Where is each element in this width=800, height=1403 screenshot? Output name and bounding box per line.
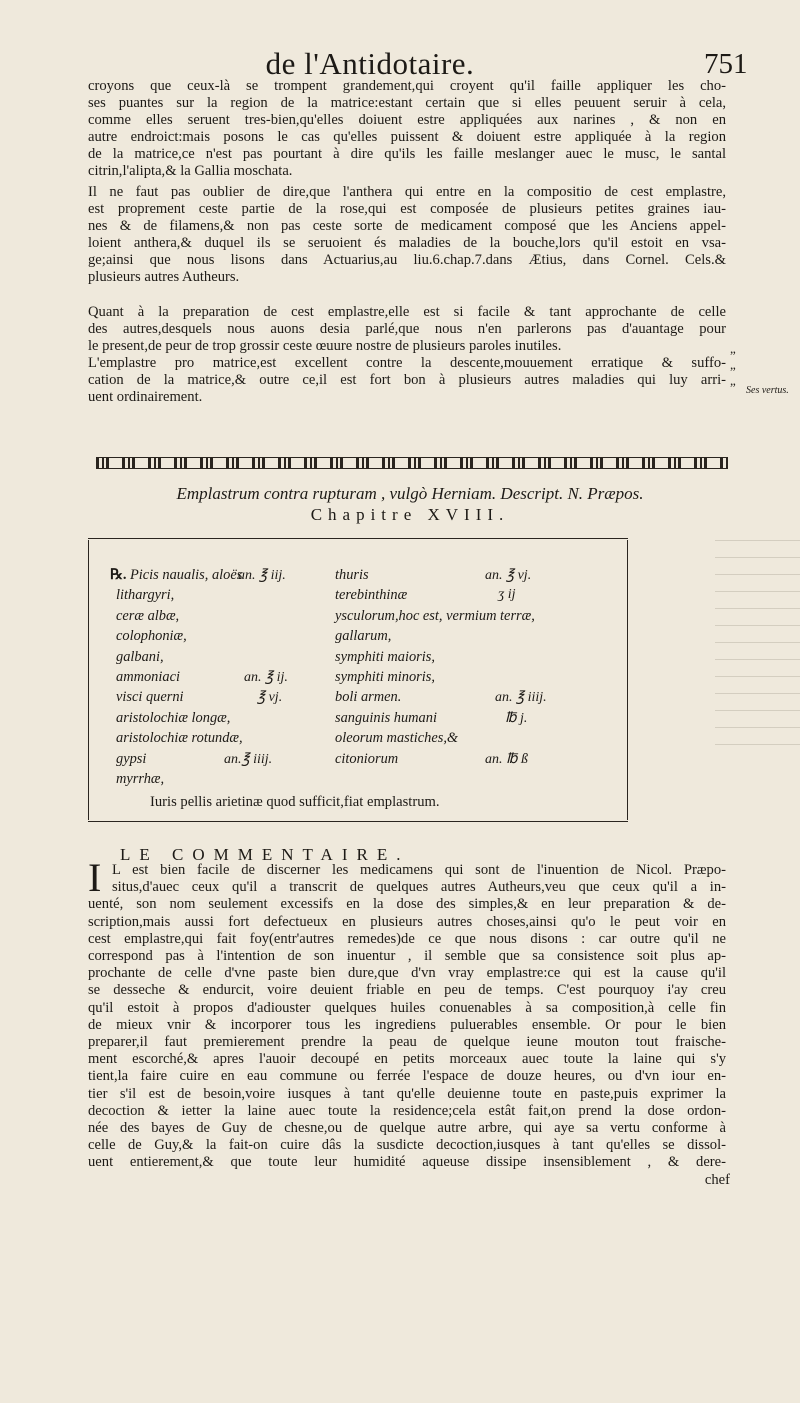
ingredient-left: lithargyri, bbox=[116, 587, 175, 604]
commentary-line bbox=[88, 1034, 726, 1051]
commentary-line bbox=[88, 1017, 726, 1034]
commentary-line bbox=[88, 1154, 726, 1171]
text-line: citrin,l'alipta,& la Gallia moschata. bbox=[88, 162, 293, 179]
paragraph bbox=[88, 184, 726, 285]
text-line: L'emplastre pro matrice,est excellent contre la descente,mouuement erratique & suffo- bbox=[88, 355, 726, 371]
margin-quote: ” bbox=[730, 380, 736, 395]
chapter-heading: Chapitre XVIII. bbox=[310, 505, 510, 524]
text-line: ses puantes sur la region de la matrice:estant certain que si elles peuuent seruir à cela, bbox=[88, 94, 726, 111]
commentary-line bbox=[112, 879, 726, 896]
text-line: correspond pas à l'intention de son inuentur , il semble que sa consistence soit plus ap- bbox=[88, 948, 726, 964]
quantity-right: an. ℔ ß bbox=[485, 751, 528, 767]
text-line: se desseche & endurcit, voire deuient friable en peu de temps. C'est pourquoy i'ay creu bbox=[88, 982, 726, 999]
quantity-left: an. ℥ ij. bbox=[244, 670, 288, 685]
commentary-line bbox=[88, 896, 726, 913]
ingredient-right: terebinthinæ bbox=[335, 587, 408, 604]
text-line: cation de la matrice,& outre ce,il est fort bon à plusieurs autres maladies qui luy arri- bbox=[88, 371, 726, 388]
text-line: de mieux vnir & incorporer tous les ingrediens puluerables ensemble. Or pour le bien bbox=[88, 1016, 726, 1033]
margin-note: Ses vertus. bbox=[746, 385, 789, 396]
text-line: autre endroict:mais posons le cas qu'elles puissent & doiuent estre appliquée à la region bbox=[88, 128, 726, 145]
ingredient-left: Picis naualis, aloës bbox=[130, 567, 243, 583]
text-line: Il ne faut pas oublier de dire,que l'anthera qui entre en la compositio de cest emplastre, bbox=[88, 184, 726, 200]
text-line: des autres,desquels nous auons desia parlé,que nous n'en parlerons pas d'auantage pour bbox=[88, 320, 726, 337]
ingredient-left: aristolochiæ longæ, bbox=[116, 709, 231, 726]
text-line: loient anthera,& duquel ils se seruoient és maladies de la bouche,lors qu'il estoit en vsa- bbox=[88, 234, 726, 251]
text-line: qu'il estoit à propos d'adiouster quelques huiles conuenables à sa composition,à celle fin bbox=[88, 999, 726, 1016]
commentary-line bbox=[88, 1103, 726, 1120]
text-line: Quant à la preparation de cest emplastre,elle est si facile & tant approchante de celle bbox=[88, 304, 726, 320]
commentary-line bbox=[88, 914, 726, 931]
rx-symbol-icon: ℞. bbox=[110, 567, 127, 583]
ingredient-right: sanguinis humani bbox=[335, 709, 437, 726]
commentary-heading: LE COMMENTAIRE. bbox=[120, 845, 410, 864]
commentary-line bbox=[88, 1000, 726, 1017]
text-line: celle de Guy,& la fait-on cuire dâs la susdicte decoction,iusques à tant qu'elles se dissol- bbox=[88, 1137, 726, 1154]
paragraph bbox=[88, 355, 726, 406]
text-line: uent ordinairement. bbox=[88, 388, 203, 405]
recipe-box-top-rule bbox=[88, 538, 628, 539]
commentary-line bbox=[88, 1051, 726, 1068]
text-line: preparer,il faut premierement prendre la peau de quelque ieune mouton tout fraische- bbox=[88, 1034, 726, 1050]
quantity-right: ʒ ij bbox=[498, 587, 516, 603]
commentary-line bbox=[88, 965, 726, 982]
paragraph bbox=[88, 78, 726, 179]
margin-quote-marks bbox=[730, 348, 736, 396]
text-line: plusieurs autres Autheurs. bbox=[88, 268, 240, 285]
commentary-line bbox=[88, 1068, 726, 1085]
text-line: comme elles seruent tres-bien,qu'elles doiuent estre appliquées aux narines , & non en bbox=[88, 111, 726, 128]
ingredient-right: citoniorum bbox=[335, 750, 399, 767]
text-line: le present,de peur de trop grossir ceste œuure nostre de plusieurs paroles inutiles. bbox=[88, 337, 562, 354]
quantity-left: ℥ vj. bbox=[257, 690, 283, 706]
running-header: de l'Antidotaire. bbox=[265, 46, 475, 81]
ingredient-right: gallarum, bbox=[335, 628, 392, 645]
text-line: cest emplastre,qui fait foy(entr'autres remedes)de ce que nous disons : car outre qu'il ne bbox=[88, 930, 726, 947]
ingredient-left: gypsi bbox=[116, 750, 147, 767]
text-line: tier s'il est de besoin,voire iusques à tant qu'elle deuienne toute en paste,puis exprimer la bbox=[88, 1085, 726, 1102]
quantity-left: an. ℥ iij. bbox=[238, 568, 286, 583]
margin-quote: ” bbox=[730, 348, 736, 363]
ingredient-right: boli armen. bbox=[335, 689, 402, 706]
text-line: de la matrice,ce n'est pas pourtant à dire qu'ils les faille meslanger auec le musc, le santal bbox=[88, 145, 726, 162]
commentary-line bbox=[88, 1120, 726, 1137]
ingredient-left: galbani, bbox=[116, 648, 164, 665]
recipe-final-line: Iuris pellis arietinæ quod sufficit,fiat emplastrum. bbox=[150, 794, 440, 810]
text-line: uent entierement,& que toute leur humidité aqueuse dissipe insensiblement , & dere- bbox=[88, 1154, 726, 1171]
commentary-line bbox=[88, 1137, 726, 1154]
text-line: nes & de filamens,& non pas ceste sorte de medicament composé que les Anciens appel- bbox=[88, 217, 726, 234]
show-through-text bbox=[715, 540, 800, 760]
quantity-left: an.℥ iiij. bbox=[224, 751, 273, 767]
text-line: prochante de celle d'vne paste bien dure,que d'vn vray emplastre:ce qui est la cause qu'il bbox=[88, 965, 726, 982]
ornament-divider bbox=[96, 457, 728, 469]
commentary-line bbox=[88, 1086, 726, 1103]
commentary-line bbox=[88, 931, 726, 948]
commentary-line bbox=[88, 948, 726, 965]
recipe-title: Emplastrum contra rupturam , vulgò Herniam. Descript. N. Præpos. bbox=[176, 484, 644, 503]
ingredient-left: visci querni bbox=[116, 689, 184, 706]
quantity-right: ℔ j. bbox=[505, 710, 528, 726]
quantity-right: an. ℥ iiij. bbox=[495, 690, 547, 706]
text-line: ge;ainsi que nous lisons dans Actuarius,au liu.6.chap.7.dans Ætius, dans Cornel. Cels.& bbox=[88, 251, 726, 268]
page-number: 751 bbox=[704, 48, 748, 80]
ingredient-left: ceræ albæ, bbox=[116, 607, 180, 624]
ingredient-right: ysculorum,hoc est, vermium terræ, bbox=[335, 607, 535, 624]
text-line: L est bien facile de discerner les medicamens qui sont de l'inuention de Nicol. Præpo- bbox=[112, 862, 726, 878]
paragraph bbox=[88, 304, 726, 355]
ingredient-right: oleorum mastiches,& bbox=[335, 730, 459, 747]
text-line: née des bayes de Guy de chesne,ou de quelque autre arbre, qui aye sa vertu conforme à bbox=[88, 1120, 726, 1136]
quantity-right: an. ℥ vj. bbox=[485, 568, 532, 583]
ingredient-right: thuris bbox=[335, 567, 369, 583]
ingredient-left: ammoniaci bbox=[116, 669, 180, 685]
text-line: est proprement ceste partie de la rose,qui est composée de plusieurs petites graines iau- bbox=[88, 200, 726, 217]
text-line: tient,la faire cuire en eau commune ou ferrée l'espace de douze heures, ou d'vn iour en- bbox=[88, 1068, 726, 1085]
commentary-line bbox=[88, 982, 726, 999]
ingredient-left: myrrhæ, bbox=[116, 771, 165, 787]
drop-cap: I bbox=[88, 855, 102, 900]
text-line: ment escorché,& apres l'auoir decoupé en petits morceaux auec toute la laine qui s'y bbox=[88, 1051, 726, 1068]
margin-quote: ” bbox=[730, 364, 736, 379]
recipe-box-bottom-rule bbox=[88, 821, 628, 822]
text-line: uenté, son nom seulement excessifs en la dose des simples,& en leur preparation & de- bbox=[88, 896, 726, 913]
ingredient-right: symphiti minoris, bbox=[335, 669, 435, 685]
catchword: chef bbox=[704, 1171, 730, 1188]
text-line: croyons que ceux-là se trompent grandement,qui croyent qu'il faille appliquer les cho- bbox=[88, 78, 726, 94]
ingredient-left: aristolochiæ rotundæ, bbox=[116, 730, 243, 747]
text-line: scription,mais aussi fort defectueux en plusieurs autres choses,ainsi qu'o le peut voir en bbox=[88, 913, 726, 930]
ingredient-right: symphiti maioris, bbox=[335, 648, 435, 665]
text-line: situs,d'auec ceux qu'il a transcrit de quelques autres Autheurs,veu que ceux qu'il a in- bbox=[112, 879, 726, 896]
ingredient-left: colophoniæ, bbox=[116, 628, 187, 645]
commentary-line bbox=[112, 862, 726, 879]
text-line: decoction & ietter la laine auec toute la residence;cela estât fait,on prend la dose ordon- bbox=[88, 1102, 726, 1119]
